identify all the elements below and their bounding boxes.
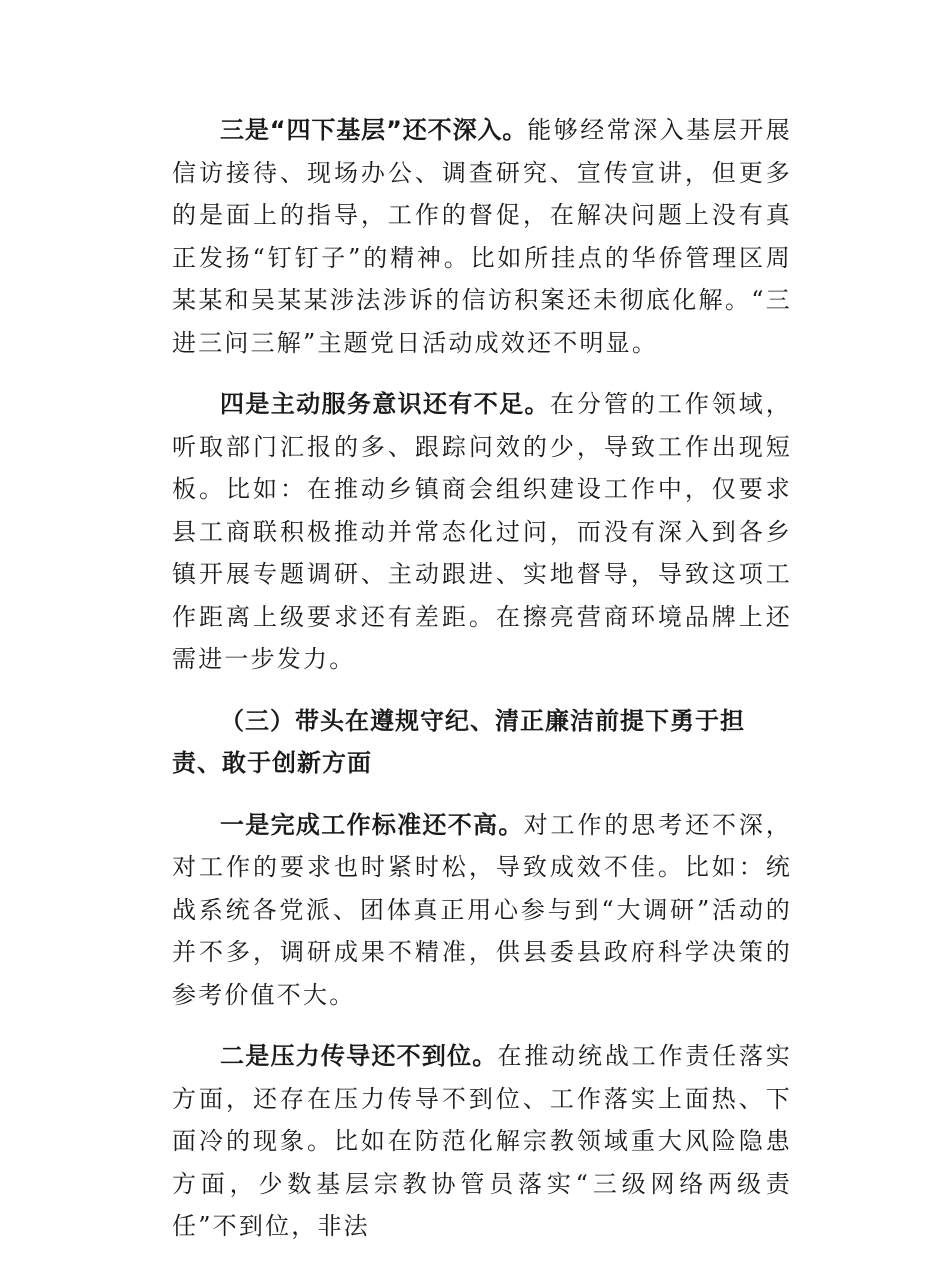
paragraph-text: 能够经常深入基层开展信访接待、现场办公、调查研究、宣传宣讲，但更多的是面上的指导，工作的督促，在解决问题上没有真正发扬“钉钉子”的精神。比如所挂点的华侨管理区周某某和吴某某涉法涉诉的信访积案还未彻底化解。“三进三问三解”主题党日活动成效还不明显。 <box>172 116 792 357</box>
paragraph-lead: 二是压力传导还不到位。 <box>220 1042 498 1070</box>
paragraph-lead: 一是完成工作标准还不高。 <box>220 810 524 839</box>
paragraph-text: 在推动统战工作责任落实方面，还存在压力传导不到位、工作落实上面热、下面冷的现象。比如在防范化解宗教领域重大风险隐患方面，少数基层宗教协管员落实“三级网络两级责任”不到位，非法 <box>172 1042 792 1240</box>
paragraph-lead: 四是主动服务意识还有不足。 <box>220 390 550 418</box>
document-body <box>172 109 792 1267</box>
paragraph-four-down-grassroots <box>172 109 792 364</box>
paragraph-pressure-transmission <box>172 1035 792 1248</box>
paragraph-text: 在分管的工作领域，听取部门汇报的多、跟踪问效的少，导致工作出现短板。比如：在推动乡镇商会组织建设工作中，仅要求县工商联积极推动并常态化过问，而没有深入到各乡镇开展专题调研、主动跟进、实地督导，导致这项工作距离上级要求还有差距。在擦亮营商环境品牌上还需进一步发力。 <box>172 390 792 673</box>
paragraph-text: 对工作的思考还不深，对工作的要求也时紧时松，导致成效不佳。比如：统战系统各党派、团体真正用心参与到“大调研”活动的并不多，调研成果不精准，供县委县政府科学决策的参考价值不大。 <box>172 810 792 1009</box>
paragraph-lead: 三是“四下基层”还不深入。 <box>220 116 528 144</box>
paragraph-work-standards <box>172 804 792 1017</box>
section-heading: （三）带头在遵规守纪、清正廉洁前提下勇于担责、敢于创新方面 <box>172 706 745 777</box>
paragraph-service-awareness <box>172 383 792 681</box>
